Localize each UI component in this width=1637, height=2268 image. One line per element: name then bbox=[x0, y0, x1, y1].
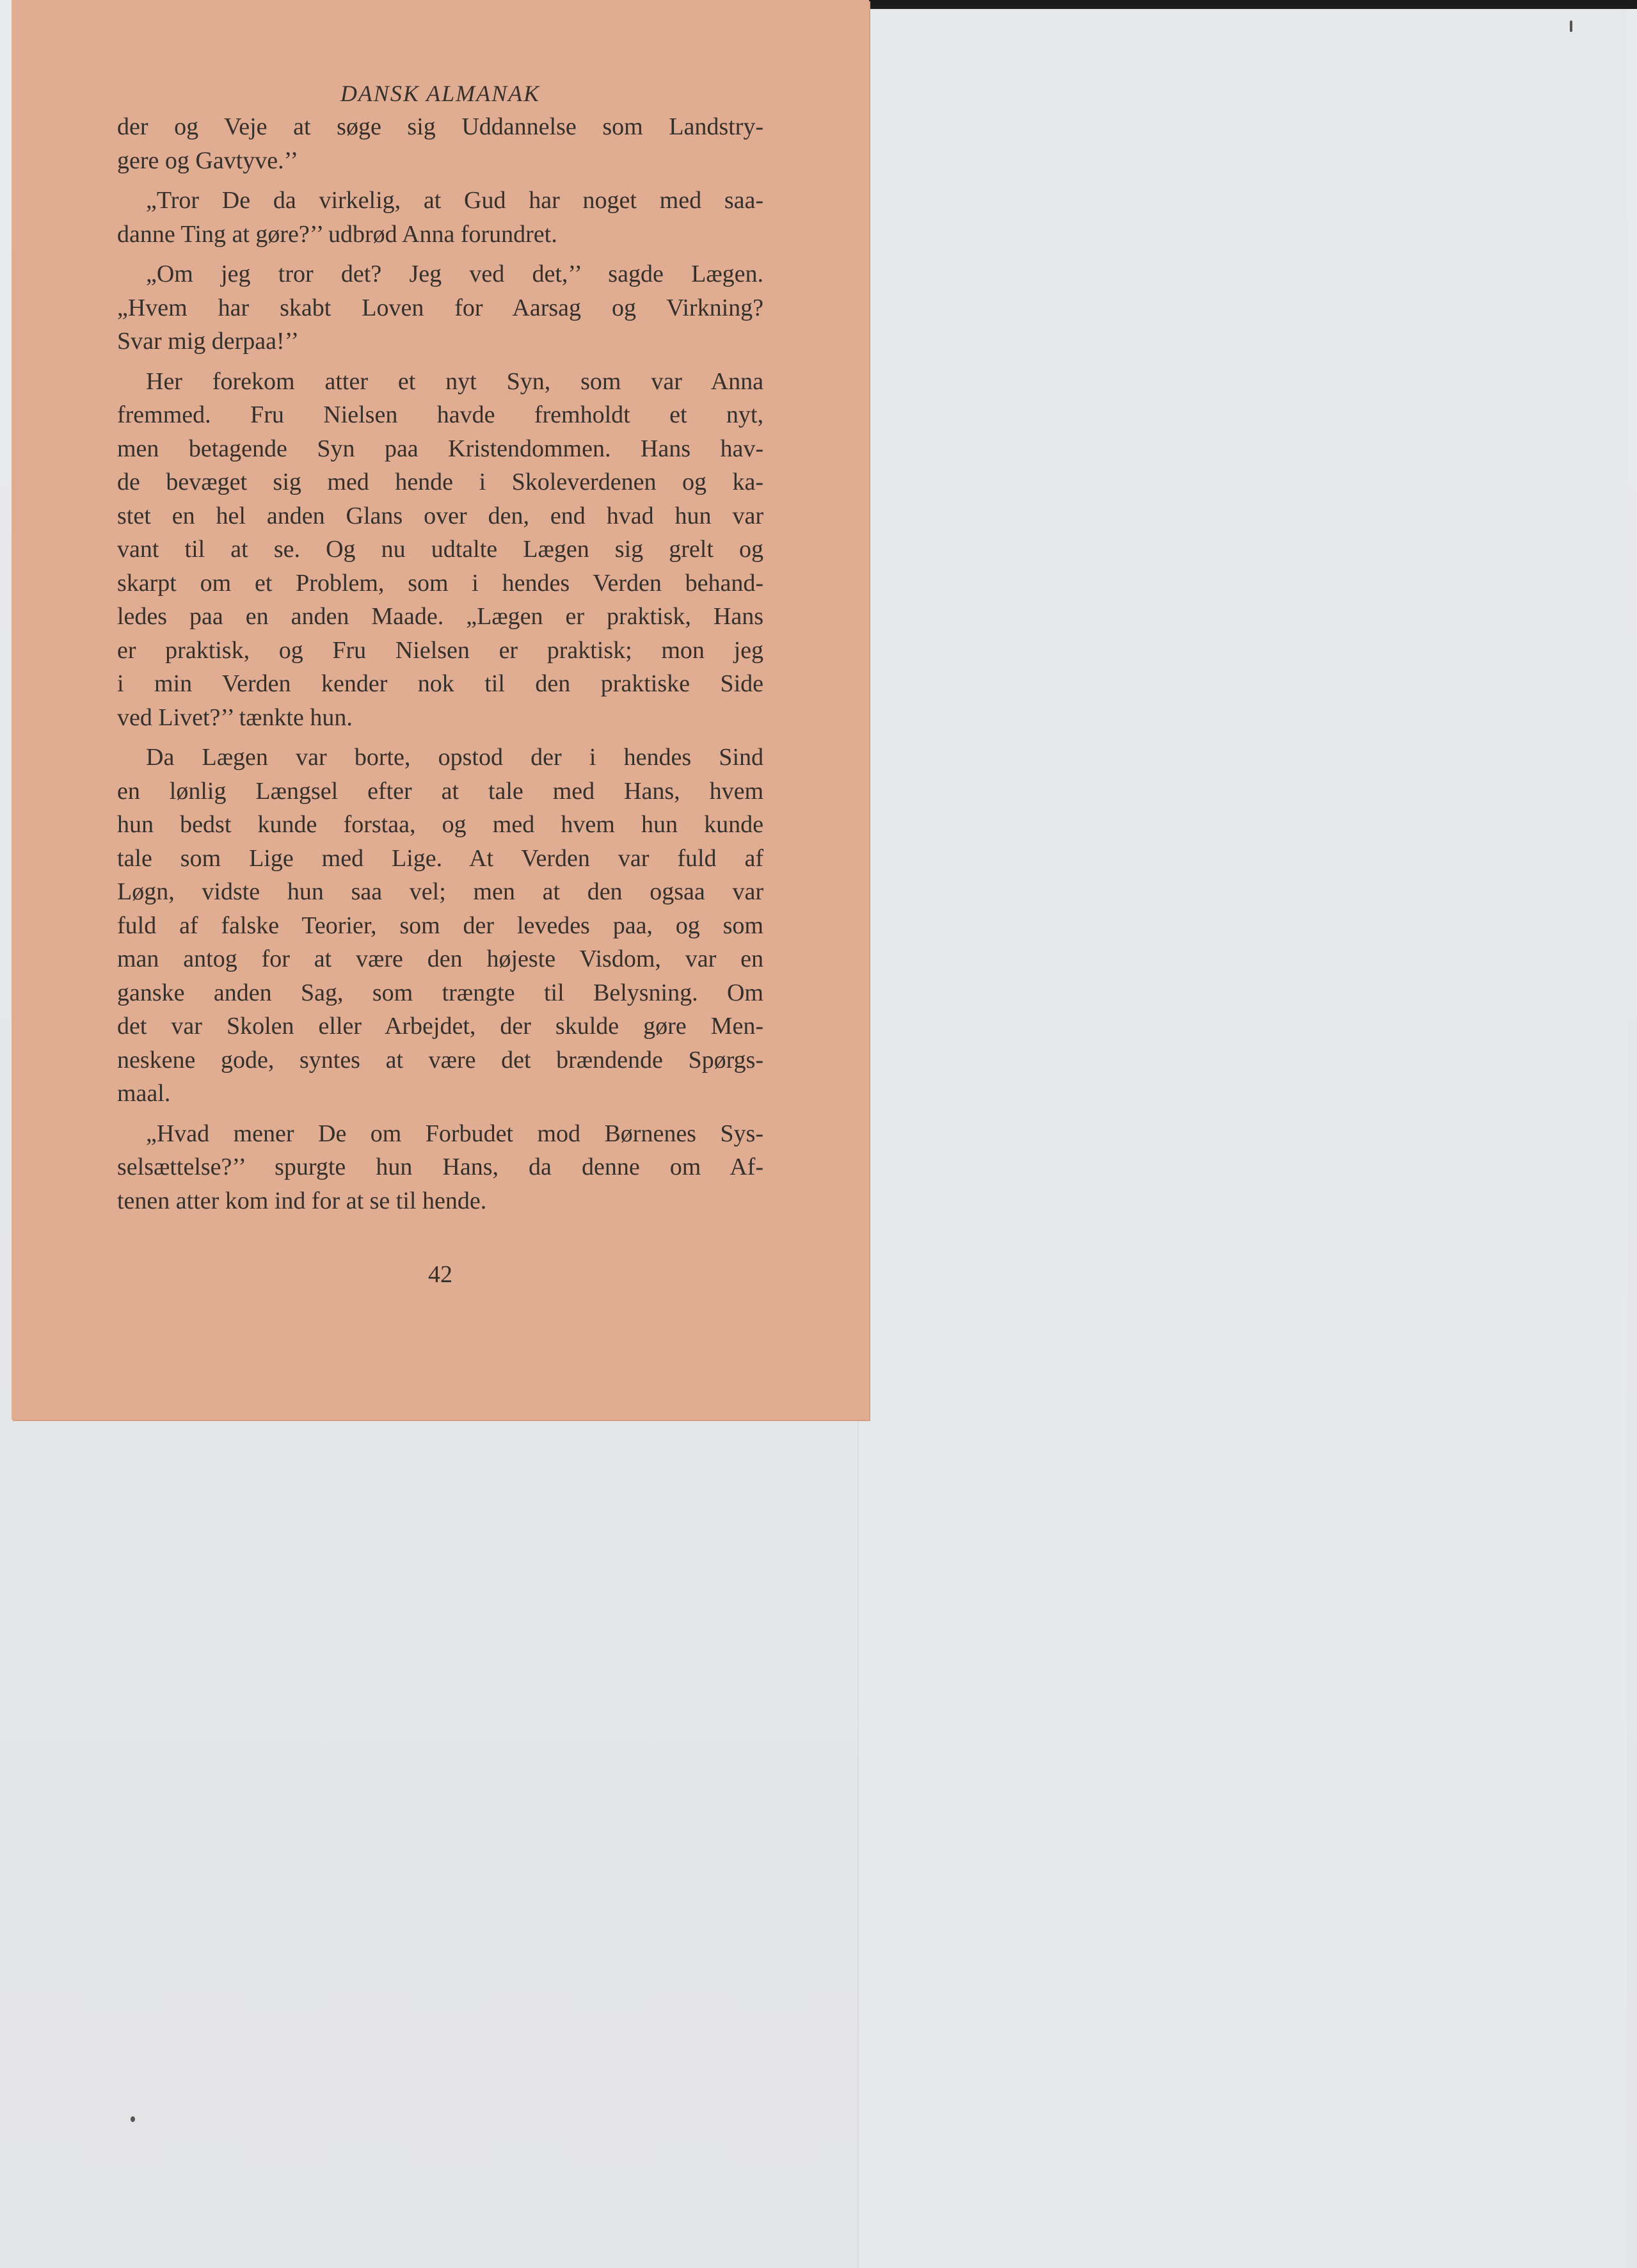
text-line: Da Lægen var borte, opstod der i hendes Sind bbox=[146, 744, 763, 771]
text-line: de bevæget sig med hende i Skoleverdenen og ka- bbox=[117, 469, 763, 495]
text-line: i min Verden kender nok til den praktiske Side bbox=[117, 670, 763, 697]
text-line: Svar mig derpaa!’’ bbox=[117, 328, 299, 355]
text-line: man antog for at være den højeste Visdom, var en bbox=[117, 945, 763, 972]
text-line: der og Veje at søge sig Uddannelse som Landstry- bbox=[117, 113, 763, 140]
text-line: tenen atter kom ind for at se til hende. bbox=[117, 1187, 487, 1214]
text-line: selsættelse?’’ spurgte hun Hans, da denne om Af- bbox=[117, 1154, 763, 1180]
book-page bbox=[12, 0, 869, 1420]
text-line: „Om jeg tror det? Jeg ved det,’’ sagde Lægen. bbox=[146, 261, 763, 287]
text-line: vant til at se. Og nu udtalte Lægen sig grelt og bbox=[117, 536, 763, 563]
text-line: ledes paa en anden Maade. „Lægen er praktisk, Hans bbox=[117, 603, 763, 630]
text-line: „Tror De da virkelig, at Gud har noget med saa- bbox=[146, 187, 763, 214]
scanner-lid-edge bbox=[858, 0, 1637, 9]
text-line: hun bedst kunde forstaa, og med hvem hun kunde bbox=[117, 811, 763, 838]
body-text bbox=[117, 110, 763, 1218]
text-line: det var Skolen eller Arbejdet, der skulde gøre Men- bbox=[117, 1013, 763, 1040]
page-text-block bbox=[117, 77, 763, 1288]
text-line: Løgn, vidste hun saa vel; men at den ogsaa var bbox=[117, 878, 763, 905]
scan-speck bbox=[131, 2116, 135, 2122]
text-line: ved Livet?’’ tænkte hun. bbox=[117, 704, 353, 731]
text-line: „Hvem har skabt Loven for Aarsag og Virkning? bbox=[117, 294, 763, 321]
running-head: DANSK ALMANAK bbox=[340, 81, 541, 106]
text-line: gere og Gavtyve.’’ bbox=[117, 147, 299, 174]
text-line: fremmed. Fru Nielsen havde fremholdt et nyt, bbox=[117, 401, 763, 428]
text-line: neskene gode, syntes at være det brændende Spørgs- bbox=[117, 1046, 763, 1074]
text-line: „Hvad mener De om Forbudet mod Børnenes Sys- bbox=[146, 1120, 763, 1147]
text-line: en lønlig Længsel efter at tale med Hans, hvem bbox=[117, 777, 763, 805]
paragraph bbox=[117, 365, 763, 735]
text-line: men betagende Syn paa Kristendommen. Hans hav- bbox=[117, 435, 763, 462]
scan-speck bbox=[1570, 20, 1572, 32]
page-number: 42 bbox=[428, 1261, 452, 1288]
text-line: er praktisk, og Fru Nielsen er praktisk; mon jeg bbox=[117, 636, 763, 664]
paragraph bbox=[117, 741, 763, 1111]
paragraph bbox=[117, 257, 763, 358]
text-line: Her forekom atter et nyt Syn, som var Anna bbox=[146, 367, 763, 395]
text-line: fuld af falske Teorier, som der levedes paa, og som bbox=[117, 912, 763, 939]
text-line: ganske anden Sag, som trængte til Belysning. Om bbox=[117, 979, 763, 1006]
text-line: maal. bbox=[117, 1080, 171, 1107]
paragraph bbox=[117, 110, 763, 177]
paragraph bbox=[117, 184, 763, 251]
paragraph bbox=[117, 1117, 763, 1218]
text-line: skarpt om et Problem, som i hendes Verden behand- bbox=[117, 569, 763, 597]
text-line: stet en hel anden Glans over den, end hvad hun var bbox=[117, 502, 763, 529]
text-line: tale som Lige med Lige. At Verden var fuld af bbox=[117, 844, 763, 872]
blank-scan-area bbox=[858, 9, 1627, 2268]
text-line: danne Ting at gøre?’’ udbrød Anna forundret. bbox=[117, 220, 557, 248]
